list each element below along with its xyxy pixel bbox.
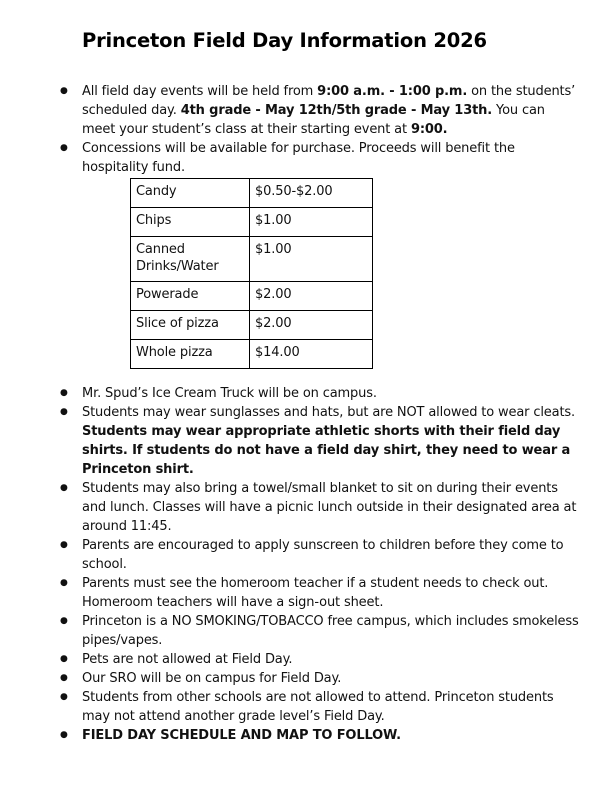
event-times-text: All field day events will be held from [82,84,318,99]
list-item-event-times [0,82,580,139]
grade-dates: 4th grade - May 12th/5th grade - May 13th. [180,103,493,118]
list-item-other-schools: ● Students from other schools are not allowed to attend. Princeton students may not attend another grade level’s Field Day. [0,688,580,726]
table-row [131,208,373,237]
list-item-sunscreen: ● Parents are encouraged to apply sunscreen to children before they come to school. [0,536,580,574]
list-item-concessions: ● Concessions will be available for purchase. Proceeds will benefit the hospitality fund. [0,139,580,177]
list-item-towel: ● Students may also bring a towel/small blanket to sit on during their events and lunch. Classes will have a picnic lunch outside in their designated area at around 11:45. [0,479,580,536]
concession-item: Whole pizza [131,340,250,369]
concession-item: Chips [131,208,250,237]
list-item-ice-cream: ● Mr. Spud’s Ice Cream Truck will be on campus. [0,384,580,403]
table-row [131,237,373,282]
start-time: 9:00. [410,122,448,137]
concession-item: Candy [131,179,250,208]
page-title: Princeton Field Day Information 2026 [82,29,487,52]
table-row [131,282,373,311]
concession-price: $2.00 [250,311,373,340]
rules-list [0,384,580,745]
concession-price: $0.50-$2.00 [250,179,373,208]
table-row [131,179,373,208]
attire-text: Students may wear sunglasses and hats, but are NOT allowed to wear cleats. [82,405,576,420]
list-item-attire [0,403,580,479]
table-row [131,340,373,369]
concession-price: $14.00 [250,340,373,369]
list-item-schedule [0,726,580,745]
list-item-checkout: ● Parents must see the homeroom teacher if a student needs to check out. Homeroom teachers will have a sign-out sheet. [0,574,580,612]
list-item-sro: ● Our SRO will be on campus for Field Day. [0,669,580,688]
concession-price: $2.00 [250,282,373,311]
schedule-notice: FIELD DAY SCHEDULE AND MAP TO FOLLOW. [82,728,401,743]
concession-item: Canned Drinks/Water [131,237,250,282]
concession-item: Slice of pizza [131,311,250,340]
concessions-table [130,178,373,369]
concession-price: $1.00 [250,237,373,282]
list-item-pets: ● Pets are not allowed at Field Day. [0,650,580,669]
concession-price: $1.00 [250,208,373,237]
table-row [131,311,373,340]
event-times-text-2: on the students’ scheduled day. [82,84,576,118]
list-item-smoking: ● Princeton is a NO SMOKING/TOBACCO free campus, which includes smokeless pipes/vapes. [0,612,580,650]
event-times-text-3: You can meet your student’s class at their starting event at [82,103,545,137]
concession-item: Powerade [131,282,250,311]
attire-bold-text: Students may wear appropriate athletic shorts with their field day shirts. If students do not have a field day shirt, they need to wear a Princeton shirt. [82,424,571,477]
intro-list [0,82,580,177]
event-time-range: 9:00 a.m. - 1:00 p.m. [317,84,468,99]
